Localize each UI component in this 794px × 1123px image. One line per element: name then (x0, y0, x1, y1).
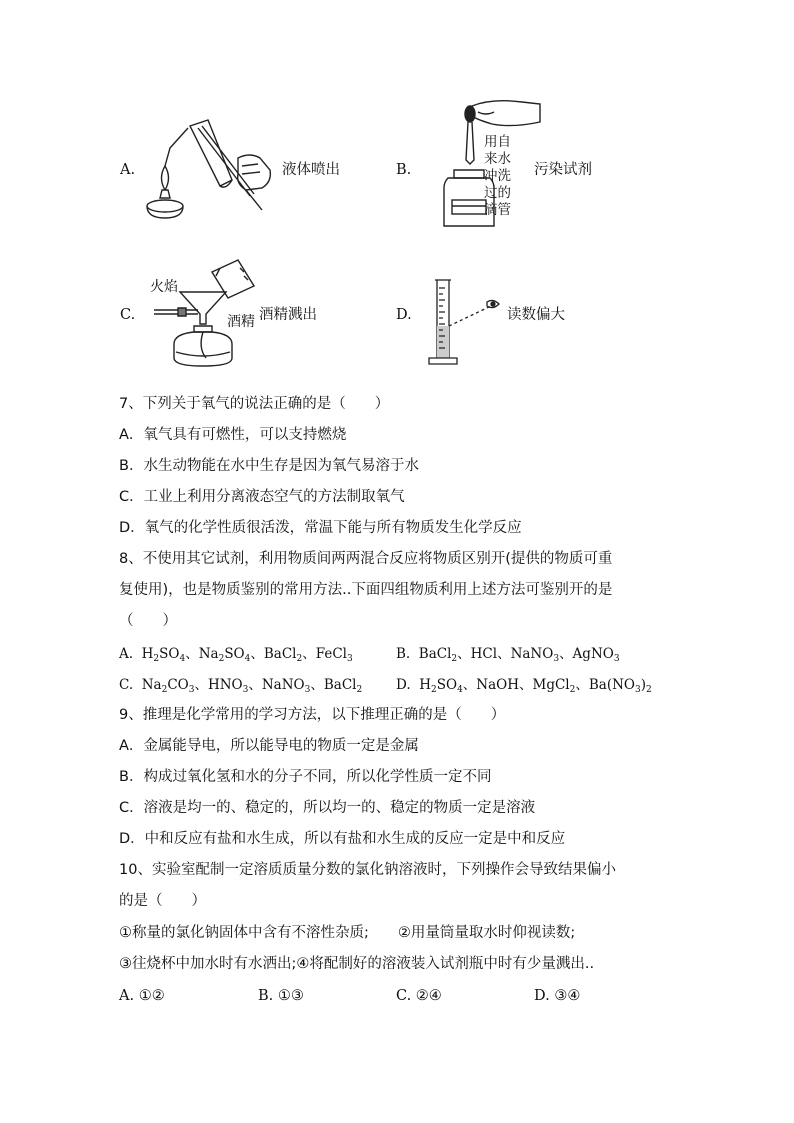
q8-option-a: A. $H_2SO_4$、$Na_2SO_4$、BaCl$_2$、FeCl$_3$ (119, 646, 353, 664)
note-line: 用自 (484, 134, 511, 150)
figure-b-caption: 污染试剂 (534, 162, 592, 178)
q9-option-d: D．中和反应有盐和水生成，所以有盐和水生成的反应一定是中和反应 (119, 831, 566, 847)
q7-option-a: A．氧气具有可燃性，可以支持燃烧 (119, 427, 347, 443)
q10-option-a: A. ①② (119, 988, 165, 1004)
q8-option-d: D. $H_2SO_4$、NaOH、MgCl$_2$、$Ba(NO_3)_2$ (396, 677, 652, 695)
note-line: 过的 (484, 185, 511, 201)
q10-option-b: B. ①③ (258, 988, 304, 1004)
figure-a-letter: A. (120, 162, 136, 178)
figure-d-letter: D. (396, 307, 412, 323)
q10-option-d: D. ③④ (534, 988, 581, 1004)
figure-c-caption: 酒精溅出 (259, 307, 317, 323)
note-line: 冲洗 (484, 168, 511, 184)
q7-option-b: B．水生动物能在水中生存是因为氧气易溶于水 (119, 458, 419, 474)
q9-option-c: C．溶液是均一的、稳定的，所以均一的、稳定的物质一定是溶液 (119, 800, 536, 816)
figure-d-caption: 读数偏大 (507, 307, 565, 323)
figure-c-flame-label: 火焰 (150, 279, 178, 295)
q10-condition: ①称量的氯化钠固体中含有不溶性杂质; ②用量筒量取水时仰视读数; (119, 925, 576, 941)
q8-option-b: B. BaCl$_2$、HCl、NaNO$_3$、AgNO$_3$ (396, 646, 620, 664)
figure-d-graduated-cylinder-illustration (425, 278, 505, 370)
q8-stem-line: （ ） (119, 613, 177, 629)
option-letter: A. (119, 646, 134, 662)
q8-option-c: C. $Na_2CO_3$、$HNO_3$、NaNO$_3$、BaCl$_2$ (119, 677, 363, 695)
figure-b-letter: B. (396, 162, 412, 178)
q7-option-c: C．工业上利用分离液态空气的方法制取氧气 (119, 489, 405, 505)
note-line: 来水 (484, 151, 511, 167)
figure-c-alcohol-label: 酒精 (227, 314, 255, 330)
option-letter: C. (119, 677, 134, 693)
q7-option-d: D．氧气的化学性质很活泼，常温下能与所有物质发生化学反应 (119, 520, 522, 536)
note-line: 滴管 (484, 202, 511, 218)
q10-stem-line: 10、实验室配制一定溶质质量分数的氯化钠溶液时，下列操作会导致结果偏小 (119, 862, 616, 878)
q10-option-c: C. ②④ (396, 988, 442, 1004)
q8-stem-line: 8、不使用其它试剂，利用物质间两两混合反应将物质区别开(提供的物质可重 (119, 551, 613, 567)
q10-stem-line: 的是（ ） (119, 893, 206, 909)
q9-option-a: A．金属能导电，所以能导电的物质一定是金属 (119, 738, 419, 754)
figure-b-dropper-note (484, 134, 516, 219)
q9-option-b: B．构成过氧化氢和水的分子不同，所以化学性质一定不同 (119, 769, 492, 785)
figure-a-test-tube-heating-illustration (140, 118, 275, 223)
q8-stem-line: 复使用)，也是物质鉴别的常用方法..下面四组物质利用上述方法可鉴别开的是 (119, 582, 613, 598)
figure-c-letter: C. (120, 307, 136, 323)
q7-stem: 7、下列关于氧气的说法正确的是（ ） (119, 396, 390, 412)
figure-a-caption: 液体喷出 (282, 162, 340, 178)
q10-condition: ③往烧杯中加水时有水洒出;④将配制好的溶液装入试剂瓶中时有少量溅出.. (119, 956, 595, 972)
q9-stem: 9、推理是化学常用的学习方法，以下推理正确的是（ ） (119, 707, 506, 723)
option-letter: B. (396, 646, 411, 662)
option-letter: D. (396, 677, 411, 693)
